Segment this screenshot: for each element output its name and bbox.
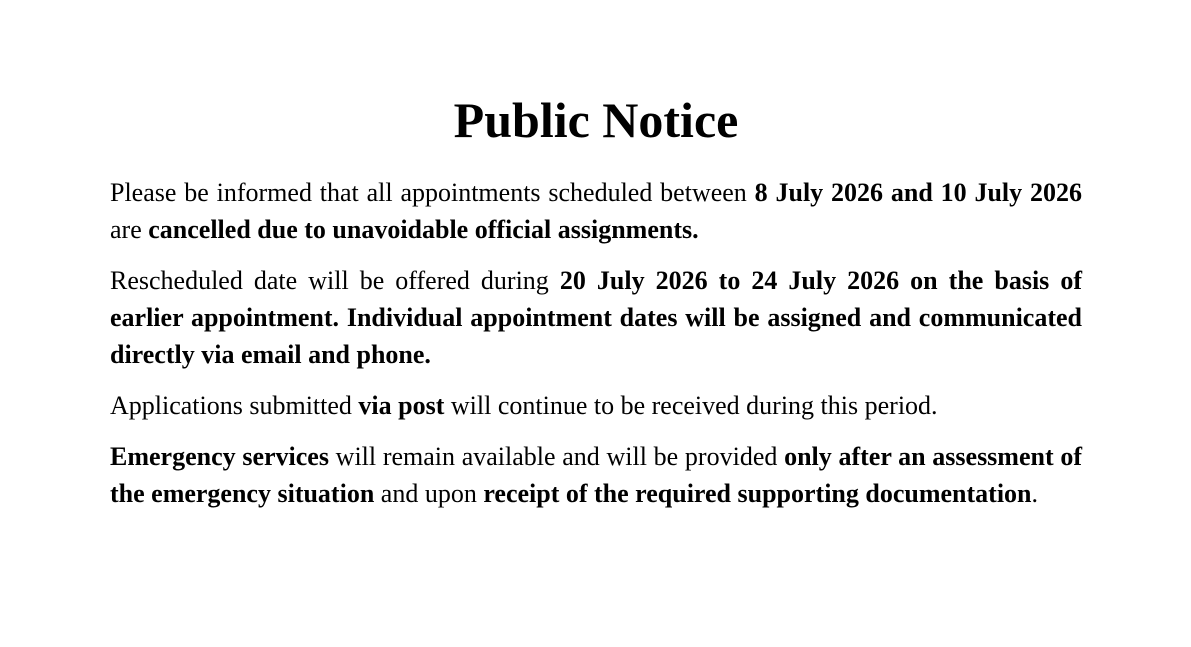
submission-method: via post [358,391,445,420]
cancellation-reason: cancelled due to unavoidable official assignments. [148,215,699,244]
notice-paragraph-applications [110,387,1082,424]
emergency-condition: only after an assessment of the emergency situation [110,442,1082,508]
paragraph-text: Rescheduled date will be offered during [110,266,560,295]
paragraph-text: will continue to be received during this period. [444,391,938,420]
notice-paragraph-emergency [110,438,1082,512]
reschedule-details: 20 July 2026 to 24 July 2026 on the basis of earlier appointment. Individual appointment dates will be assigned and communicated directly via email and phone. [110,266,1082,369]
public-notice [110,88,1082,526]
paragraph-text: Applications submitted [110,391,359,420]
paragraph-text: will remain available and will be provided [328,442,785,471]
notice-paragraph-cancellation [110,174,1082,248]
paragraph-text: Please be informed that all appointments scheduled between [110,178,755,207]
documentation-requirement: receipt of the required supporting documentation [483,479,1032,508]
paragraph-text: are [110,215,149,244]
paragraph-text: and upon [374,479,484,508]
notice-paragraph-reschedule [110,262,1082,373]
notice-title: Public Notice [453,92,739,148]
paragraph-text: . [1031,479,1038,508]
emergency-services-label: Emergency services [110,442,329,471]
cancellation-dates: 8 July 2026 and 10 July 2026 [754,178,1082,207]
